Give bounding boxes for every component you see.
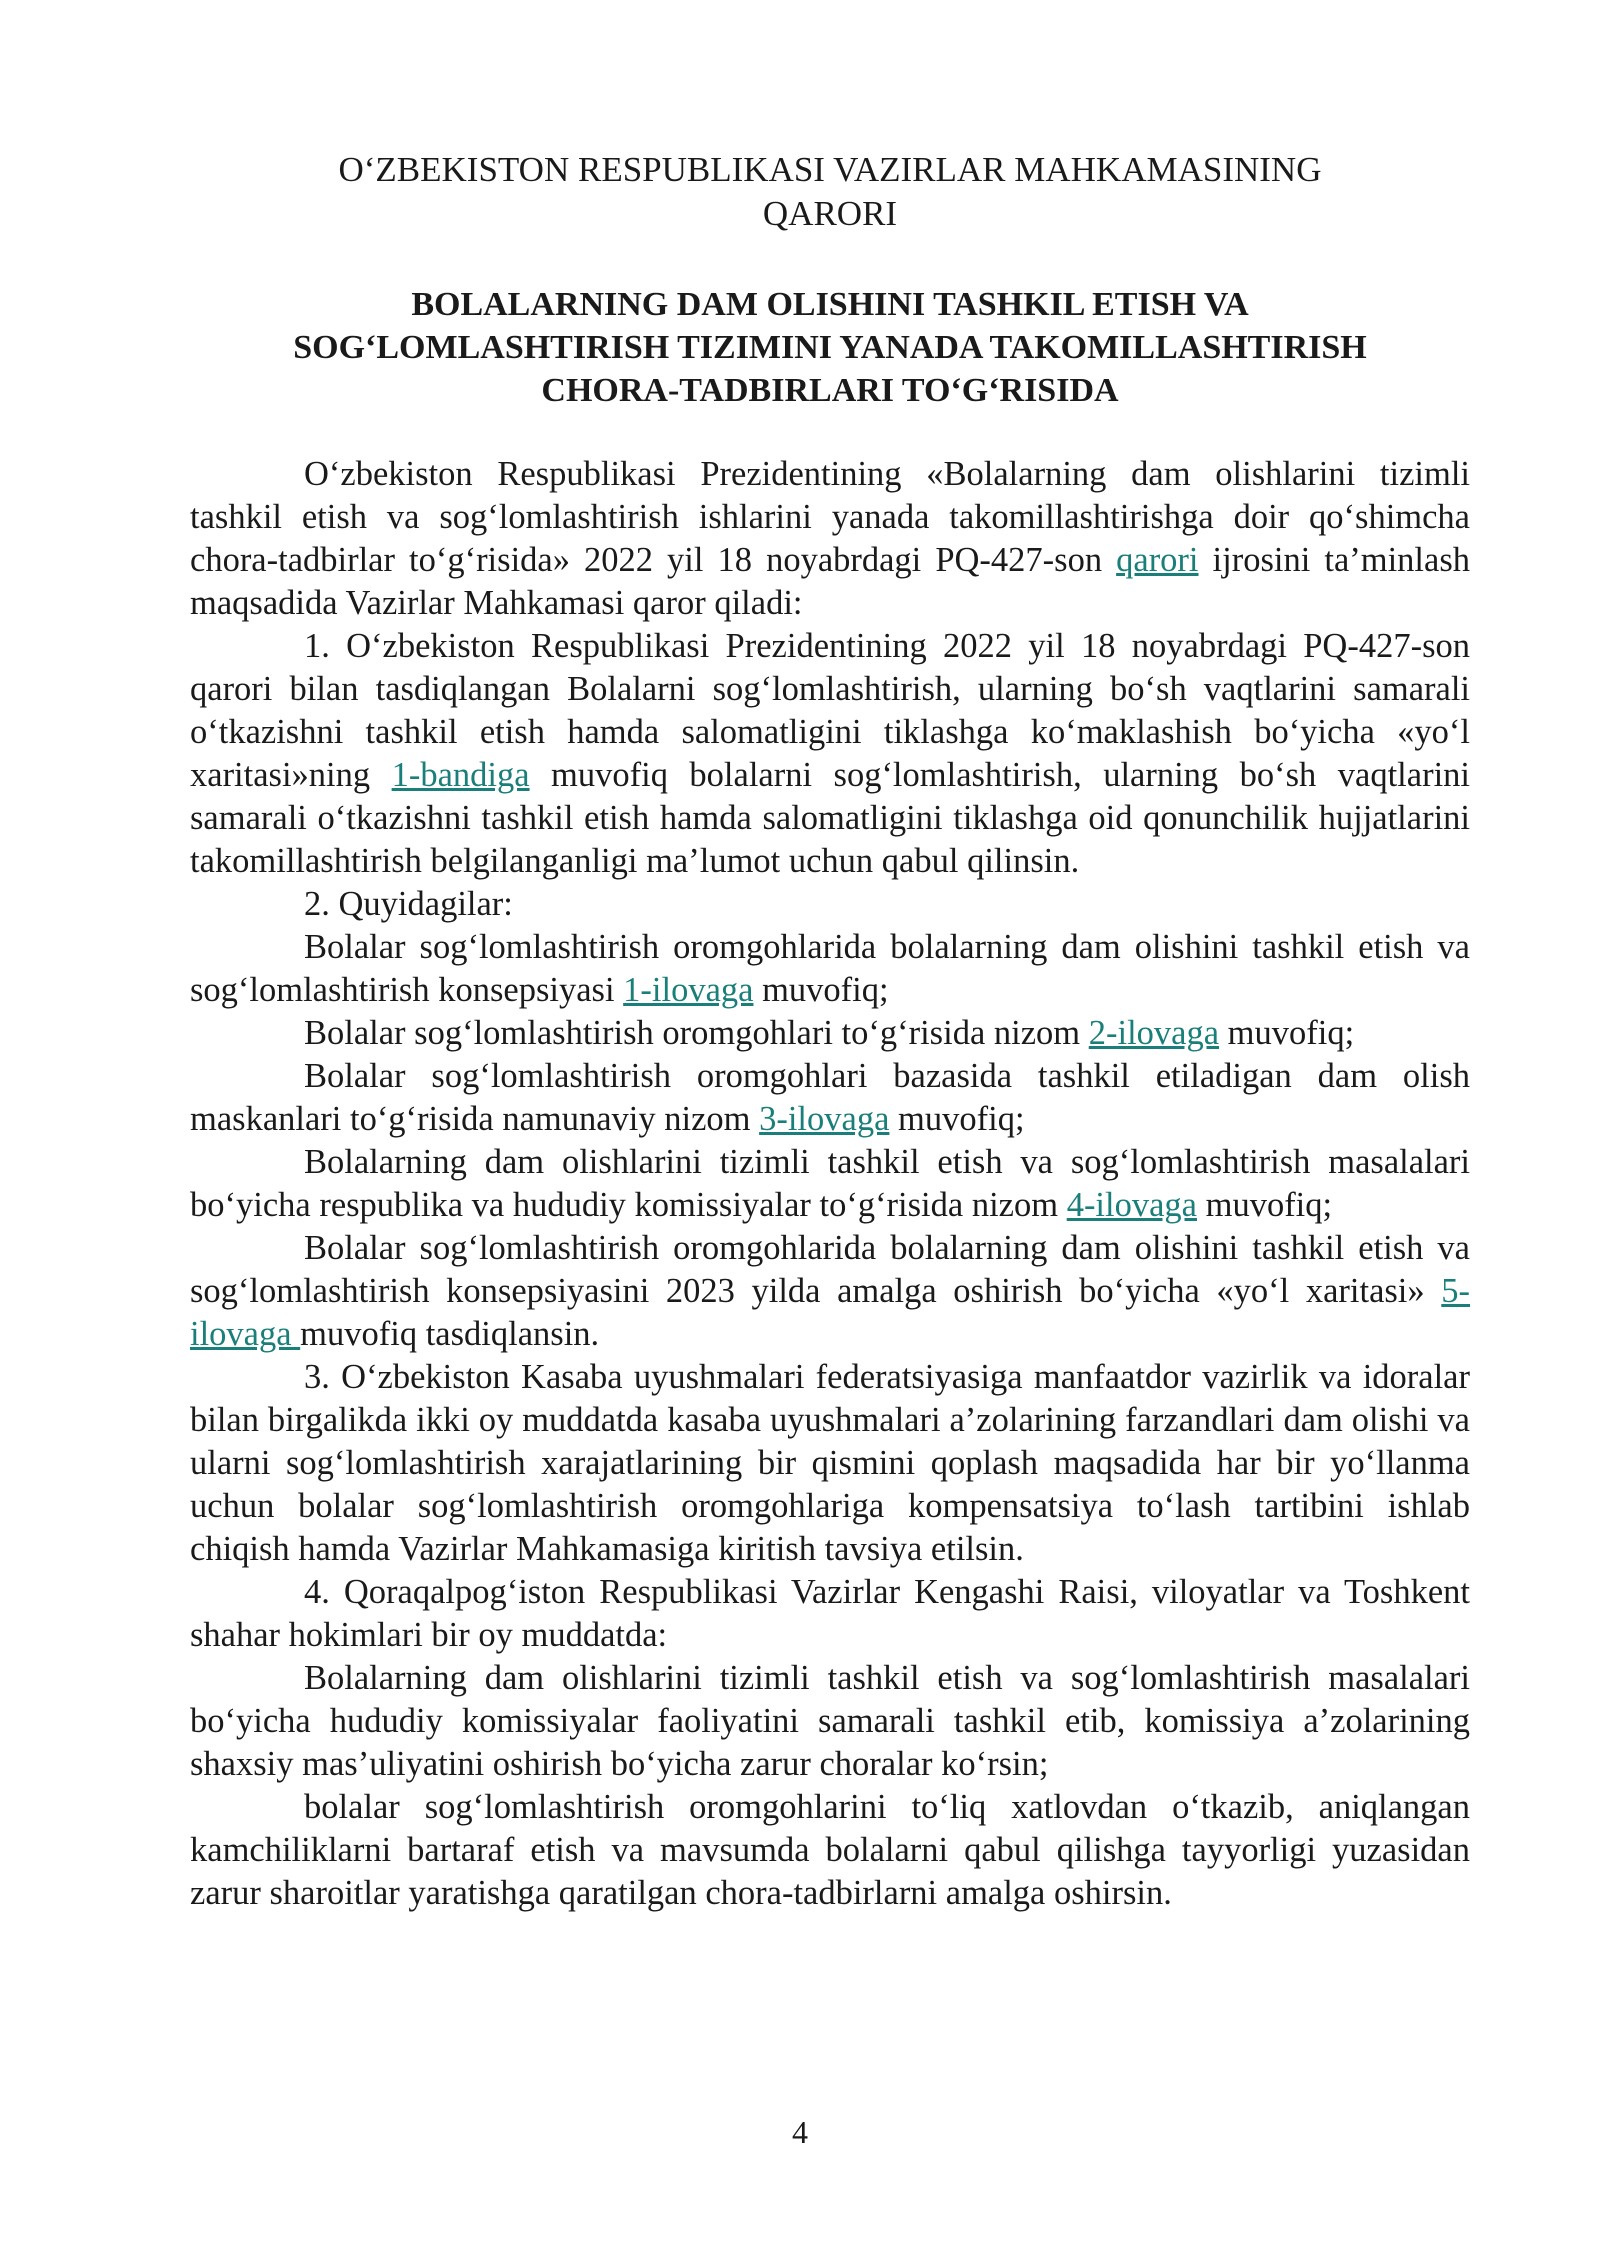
paragraph-2c — [190, 1055, 1470, 1141]
paragraph-text: muvofiq tasdiqlansin. — [300, 1315, 600, 1353]
paragraph-text: ijrosini ta’minlash maqsadida Vazirlar Mahkamasi qaror qiladi: — [190, 541, 1470, 622]
paragraph-text: muvofiq bolalarni sog‘lomlashtirish, ularning bo‘sh vaqtlarini samarali o‘tkazishni tashkil etish hamda salomatligini tiklashga oid qonunchilik hujjatlarini takomillashtirish belgilanganligi ma’lumot uchun qabul qilinsin. — [190, 756, 1470, 880]
link-1-ilovaga[interactable]: 1-ilovaga — [623, 971, 754, 1009]
link-2-ilovaga[interactable]: 2-ilovaga — [1088, 1014, 1220, 1052]
paragraph-3: 3. O‘zbekiston Kasaba uyushmalari federatsiyasiga manfaatdor vazirlik va idoralar bilan birgalikda ikki oy muddatda kasaba uyushmalari a’zolarining farzandlari dam olishi va ularni sog‘lomlashtirish xarajatlarining bir qismini qoplash maqsadida har bir yo‘llanma uchun bolalar sog‘lomlashtirish oromgohlariga kompensatsiya to‘lash tartibini ishlab chiqish hamda Vazirlar Mahkamasiga kiritish tavsiya etilsin. — [190, 1358, 1470, 1568]
paragraph-2b — [190, 1012, 1470, 1055]
title-line-2: SOG‘LOMLASHTIRISH TIZIMINI YANADA TAKOMILLASHTIRISH — [293, 329, 1367, 366]
header-line-1: O‘ZBEKISTON RESPUBLIKASI VAZIRLAR MAHKAMASINING — [338, 150, 1322, 189]
paragraph-text: Bolalar sog‘lomlashtirish oromgohlarida bolalarning dam olishini tashkil etish va sog‘lomlashtirish konsepsiyasi — [190, 928, 1470, 1009]
document-header — [190, 148, 1470, 236]
document-body — [190, 453, 1470, 1915]
paragraph-4: 4. Qoraqalpog‘iston Respublikasi Vazirlar Kengashi Raisi, viloyatlar va Toshkent shahar hokimlari bir oy muddatda: — [190, 1573, 1470, 1654]
link-5-ilovaga[interactable]: 5-ilovaga — [190, 1272, 1470, 1353]
link-3-ilovaga[interactable]: 3-ilovaga — [759, 1100, 890, 1138]
paragraph-4b: bolalar sog‘lomlashtirish oromgohlarini to‘liq xatlovdan o‘tkazib, aniqlangan kamchiliklarni bartaraf etish va mavsumda bolalarni qabul qilishga tayyorligi yuzasidan zarur sharoitlar yaratishga qaratilgan chora-tadbirlarni amalga oshirsin. — [190, 1788, 1470, 1912]
page-number: 4 — [792, 2114, 808, 2150]
paragraph-text: muvofiq; — [1196, 1186, 1333, 1224]
paragraph-4a: Bolalarning dam olishlarini tizimli tashkil etish va sog‘lomlashtirish masalalari bo‘yicha hududiy komissiyalar faoliyatini samarali tashkil etib, komissiya a’zolarining shaxsiy mas’uliyatini oshirish bo‘yicha zarur choralar ko‘rsin; — [190, 1659, 1470, 1783]
paragraph-2d — [190, 1141, 1470, 1227]
paragraph-text: 1. O‘zbekiston Respublikasi Prezidentining 2022 yil 18 noyabrdagi PQ-427-son qarori bilan tasdiqlangan Bolalarni sog‘lomlashtirish, ularning bo‘sh vaqtlarini samarali o‘tkazishni tashkil etish hamda salomatligini tiklashga ko‘maklashish bo‘yicha «yo‘l xaritasi»ning — [190, 627, 1470, 794]
link-4-ilovaga[interactable]: 4-ilovaga — [1066, 1186, 1197, 1224]
paragraph-text: muvofiq; — [889, 1100, 1025, 1138]
paragraph-2: 2. Quyidagilar: — [304, 885, 513, 923]
paragraph-2e — [190, 1227, 1470, 1356]
paragraph-text: Bolalarning dam olishlarini tizimli tashkil etish va sog‘lomlashtirish masalalari bo‘yicha respublika va hududiy komissiyalar to‘g‘risida nizom — [190, 1143, 1470, 1224]
paragraph-text: Bolalar sog‘lomlashtirish oromgohlarida bolalarning dam olishini tashkil etish va sog‘lomlashtirish konsepsiyasini 2023 yilda amalga oshirish bo‘yicha «yo‘l xaritasi» — [190, 1229, 1470, 1310]
paragraph-1 — [190, 625, 1470, 883]
paragraph-2a — [190, 926, 1470, 1012]
title-line-3: CHORA-TADBIRLARI TO‘G‘RISIDA — [541, 372, 1119, 409]
link-qarori[interactable]: qarori — [1116, 541, 1199, 579]
title-line-1: BOLALARNING DAM OLISHINI TASHKIL ETISH VA — [411, 286, 1249, 323]
link-1-bandiga[interactable]: 1-bandiga — [391, 756, 530, 794]
paragraph-text: Bolalar sog‘lomlashtirish oromgohlari to‘g‘risida nizom — [304, 1014, 1089, 1052]
paragraph-intro — [190, 453, 1470, 625]
paragraph-text: Bolalar sog‘lomlashtirish oromgohlari bazasida tashkil etiladigan dam olish maskanlari to‘g‘risida namunaviy nizom — [190, 1057, 1470, 1138]
document-title — [190, 283, 1470, 412]
header-line-2: QARORI — [762, 194, 898, 233]
paragraph-text: muvofiq; — [753, 971, 889, 1009]
paragraph-text: O‘zbekiston Respublikasi Prezidentining «Bolalarning dam olishlarini tizimli tashkil etish va sog‘lomlashtirish ishlarini yanada takomillashtirishga doir qo‘shimcha chora-tadbirlar to‘g‘risida» 2022 yil 18 noyabrdagi PQ-427-son — [190, 455, 1470, 579]
paragraph-text: muvofiq; — [1219, 1014, 1355, 1052]
